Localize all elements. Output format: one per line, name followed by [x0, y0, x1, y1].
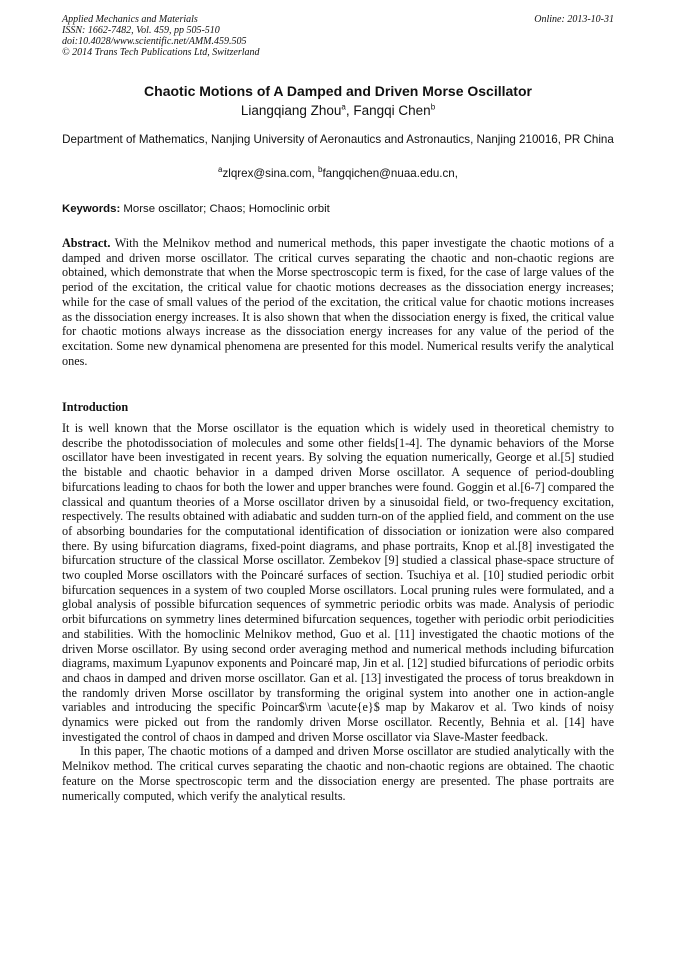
journal-info [62, 14, 442, 58]
keywords-text: Morse oscillator; Chaos; Homoclinic orbit [120, 203, 330, 215]
paper-title: Chaotic Motions of A Damped and Driven Morse Oscillator [144, 83, 532, 99]
journal-name: Applied Mechanics and Materials [62, 14, 198, 25]
author-separator: , [345, 103, 354, 118]
paragraph: In this paper, The chaotic motions of a damped and driven Morse oscillator are studied analytically with the Melnikov method. The critical curves separating the chaotic and non-chaotic regions are obtained. The chaotic feature on the Morse spectroscopic term and the dissociation energy are presented. The phase portraits are numerically computed, which verify the analytical results. [62, 744, 614, 803]
online-date: Online: 2013-10-31 [534, 14, 614, 25]
email-address: zlqrex@sina.com, [222, 167, 318, 180]
email-mark: b [317, 165, 323, 175]
paragraph: It is well known that the Morse oscillator is the equation which is widely used in theoretical chemistry to describe the photodissociation of molecules and some other fields[1-4]. The dynamic behaviors of the Morse oscillator have been investigated in recent years. By solving the equation numerically, George et al.[5] studied the bistable and chaotic behavior in a damped driven Morse oscillator. A sequence of period-doubling bifurcations leading to chaos for both the lower and upper branches were found. Goggin et al.[6-7] compared the classical and quantum theories of a Morse oscillator driven by a sinusoidal field, or two-frequency excitation, respectively. The results obtained with adiabatic and sudden turn-on of the applied field, and comment on the use of absorbing boundaries for the computational identification of dissociation or ionization were also compared there. By using bifurcation diagrams, fixed-point diagrams, and phase portraits, Knop et al.[8] investigated the bifurcation structure of the classical Morse oscillator. Zembekov [9] studied a classical phase-space structure of two coupled Morse oscillators with the Poincaré surfaces of section. Tsuchiya et al. [10] studied periodic orbit bifurcation sequences in a system of two coupled Morse oscillators. Local pruning rules were formulated, and a global analysis of possible bifurcation sequences of symmetric periodic orbits was made. Analysis of periodic orbit bifurcations on symmetry lines determined bifurcation sequences, together with periodic orbit periodicities and stabilities. With the homoclinic Melnikov method, Guo et al. [11] investigated the chaotic motions of the driven Morse oscillator. By using second order averaging method and numerical methods including bifurcation diagrams, maximum Lyapunov exponents and Poincaré map, Jin et al. [12] studied bifurcations of periodic orbits and chaos in damped and driven morse oscillator. Gan et al. [13] investigated the process of torus breakdown in the randomly driven Morse oscillator by transforming the original system into another one in action-angle variables and introducing the specific Poincar$\rm \acute{e}$ map by Makarov et al. Two kinds of noisy dynamics were picked out from the randomly driven Morse oscillator. Recently, Behnia et al. [14] have investigated the control of chaos in damped and driven Morse oscillator via Slave-Master feedback. [62, 421, 614, 744]
author-affiliation: Department of Mathematics, Nanjing University of Aeronautics and Astronautics, Nanjing 210016, PR China [62, 133, 614, 146]
abstract [62, 236, 614, 368]
author-list [62, 102, 614, 120]
abstract-text: With the Melnikov method and numerical methods, this paper investigate the chaotic motions of a damped and driven morse oscillator. The critical curves separating the chaotic and non-chaotic regions are obtained, which demonstrate that when the Morse spectroscopic term is fixed, for the case of large values of the period of the excitation, the critical value for chaotic motions decreases as the dissociation energy increases; while for the case of small values of the period of the excitation, the critical value for chaotic motions increases as the dissociation energy increases. It is also shown that when the dissociation energy is fixed, the critical value for chaotic motions always increase as the dissociation energy increases for any value of the period of the excitation. Some new dynamical phenomena are presented for this model. Numerical results verify the analytical ones. [62, 236, 614, 368]
author-name: Liangqiang Zhou [240, 103, 342, 118]
journal-issn: ISSN: 1662-7482, Vol. 459, pp 505-510 [62, 25, 220, 36]
keywords-label: Keywords: [62, 203, 121, 215]
email-mark: a [218, 165, 223, 175]
keywords [62, 202, 614, 217]
journal-copyright: © 2014 Trans Tech Publications Ltd, Switzerland [62, 47, 260, 58]
abstract-label: Abstract. [62, 236, 111, 250]
author-name: Fangqi Chen [353, 103, 431, 118]
author-emails [62, 166, 614, 181]
journal-doi: doi:10.4028/www.scientific.net/AMM.459.505 [62, 36, 247, 47]
author-affiliation-mark: b [430, 102, 436, 112]
section-heading: Introduction [62, 400, 129, 414]
author-affiliation-mark: a [341, 102, 346, 112]
introduction-body [62, 421, 614, 803]
email-address: fangqichen@nuaa.edu.cn, [322, 167, 458, 180]
